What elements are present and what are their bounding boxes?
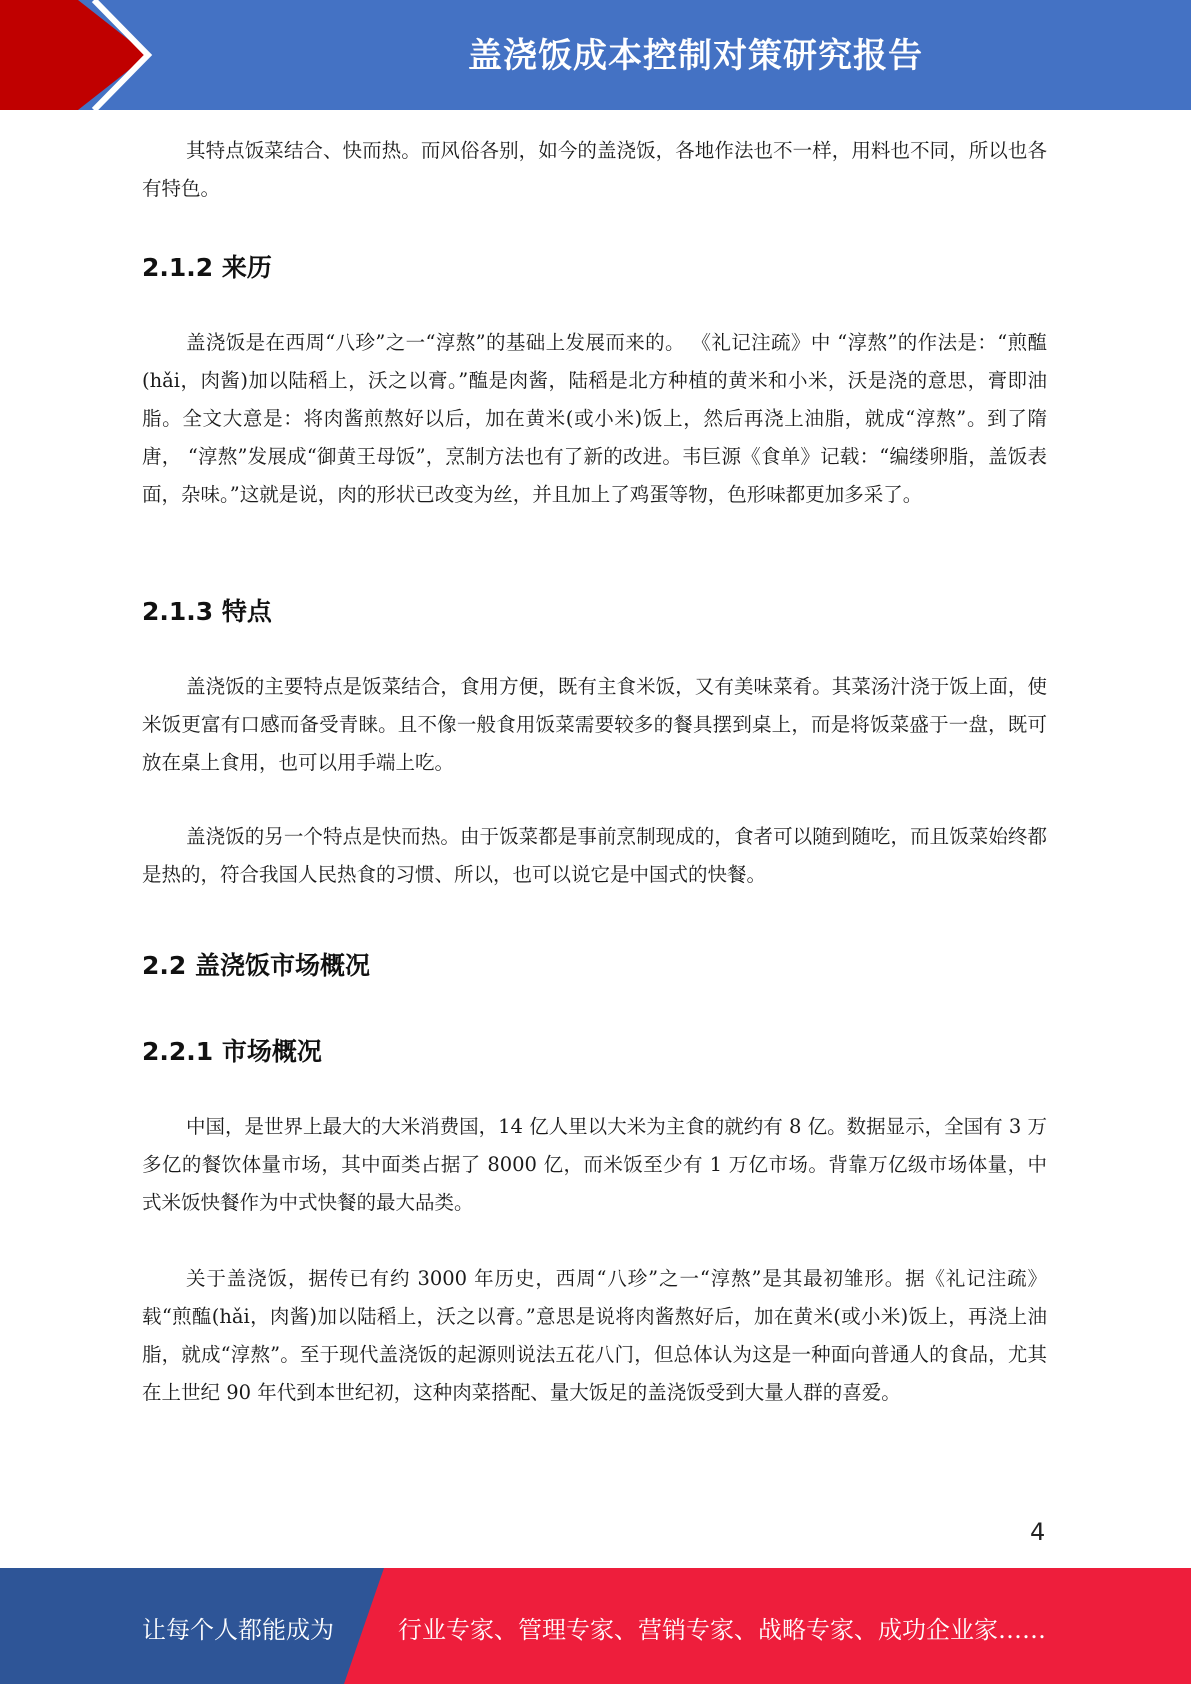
page-footer — [0, 1568, 1191, 1684]
heading-2-2-1: 2.2.1 市场概况 — [142, 1037, 322, 1066]
paragraph-features-1: 盖浇饭的主要特点是饭菜结合，食用方便，既有主食米饭，又有美味菜肴。其菜汤汁浇于饭上面，使米饭更富有口感而备受青睐。且不像一般食用饭菜需要较多的餐具摆到桌上，而是将饭菜盛于一盘，既可放在桌上食用，也可以用手端上吃。 — [142, 675, 1047, 774]
heading-2-1-2: 2.1.2 来历 — [142, 253, 272, 282]
paragraph-origin: 盖浇饭是在西周“八珍”之一“淳熬”的基础上发展而来的。 《礼记注疏》中 “淳熬”的作法是：“煎醢(hǎi，肉酱)加以陆稻上，沃之以膏。”醢是肉酱，陆稻是北方种植的黄米和小米，沃是浇的意思，膏即油脂。全文大意是：将肉酱煎熬好以后，加在黄米(或小米)饭上，然后再浇上油脂，就成“淳熬”。到了隋唐， “淳熬”发展成“御黄王母饭”，烹制方法也有了新的改进。韦巨源《食单》记载：“编缕卵脂，盖饭表面，杂味。”这就是说，肉的形状已改变为丝，并且加上了鸡蛋等物，色形味都更加多采了。 — [142, 331, 1047, 506]
header-red-chevron — [0, 0, 148, 110]
paragraph-market-2: 关于盖浇饭，据传已有约 3000 年历史，西周“八珍”之一“淳熬”是其最初雏形。据《礼记注疏》载“煎醢(hǎi，肉酱)加以陆稻上，沃之以膏。”意思是说将肉酱熬好后，加在黄米(或小米)饭上，再浇上油脂，就成“淳熬”。至于现代盖浇饭的起源则说法五花八门，但总体认为这是一种面向普通人的食品，尤其在上世纪 90 年代到本世纪初，这种肉菜搭配、量大饭足的盖浇饭受到大量人群的喜爱。 — [142, 1267, 1047, 1404]
page-header — [0, 0, 1191, 110]
heading-2-2: 2.2 盖浇饭市场概况 — [142, 951, 370, 980]
footer-slogan-right: 行业专家、管理专家、营销专家、战略专家、成功企业家…… — [398, 1616, 1046, 1644]
paragraph-features-2: 盖浇饭的另一个特点是快而热。由于饭菜都是事前烹制现成的，食者可以随到随吃，而且饭菜始终都是热的，符合我国人民热食的习惯、所以，也可以说它是中国式的快餐。 — [142, 825, 1047, 886]
paragraph-intro: 其特点饭菜结合、快而热。而风俗各别，如今的盖浇饭，各地作法也不一样，用料也不同，所以也各有特色。 — [142, 139, 1047, 200]
paragraph-market-1: 中国，是世界上最大的大米消费国，14 亿人里以大米为主食的就约有 8 亿。数据显示，全国有 3 万多亿的餐饮体量市场，其中面类占据了 8000 亿，而米饭至少有 1 万亿市场。背靠万亿级市场体量，中式米饭快餐作为中式快餐的最大品类。 — [142, 1115, 1047, 1214]
footer-slogan-left: 让每个人都能成为 — [142, 1616, 334, 1644]
report-title: 盖浇饭成本控制对策研究报告 — [468, 36, 923, 76]
heading-2-1-3: 2.1.3 特点 — [142, 597, 272, 626]
page-number: 4 — [1030, 1518, 1046, 1546]
